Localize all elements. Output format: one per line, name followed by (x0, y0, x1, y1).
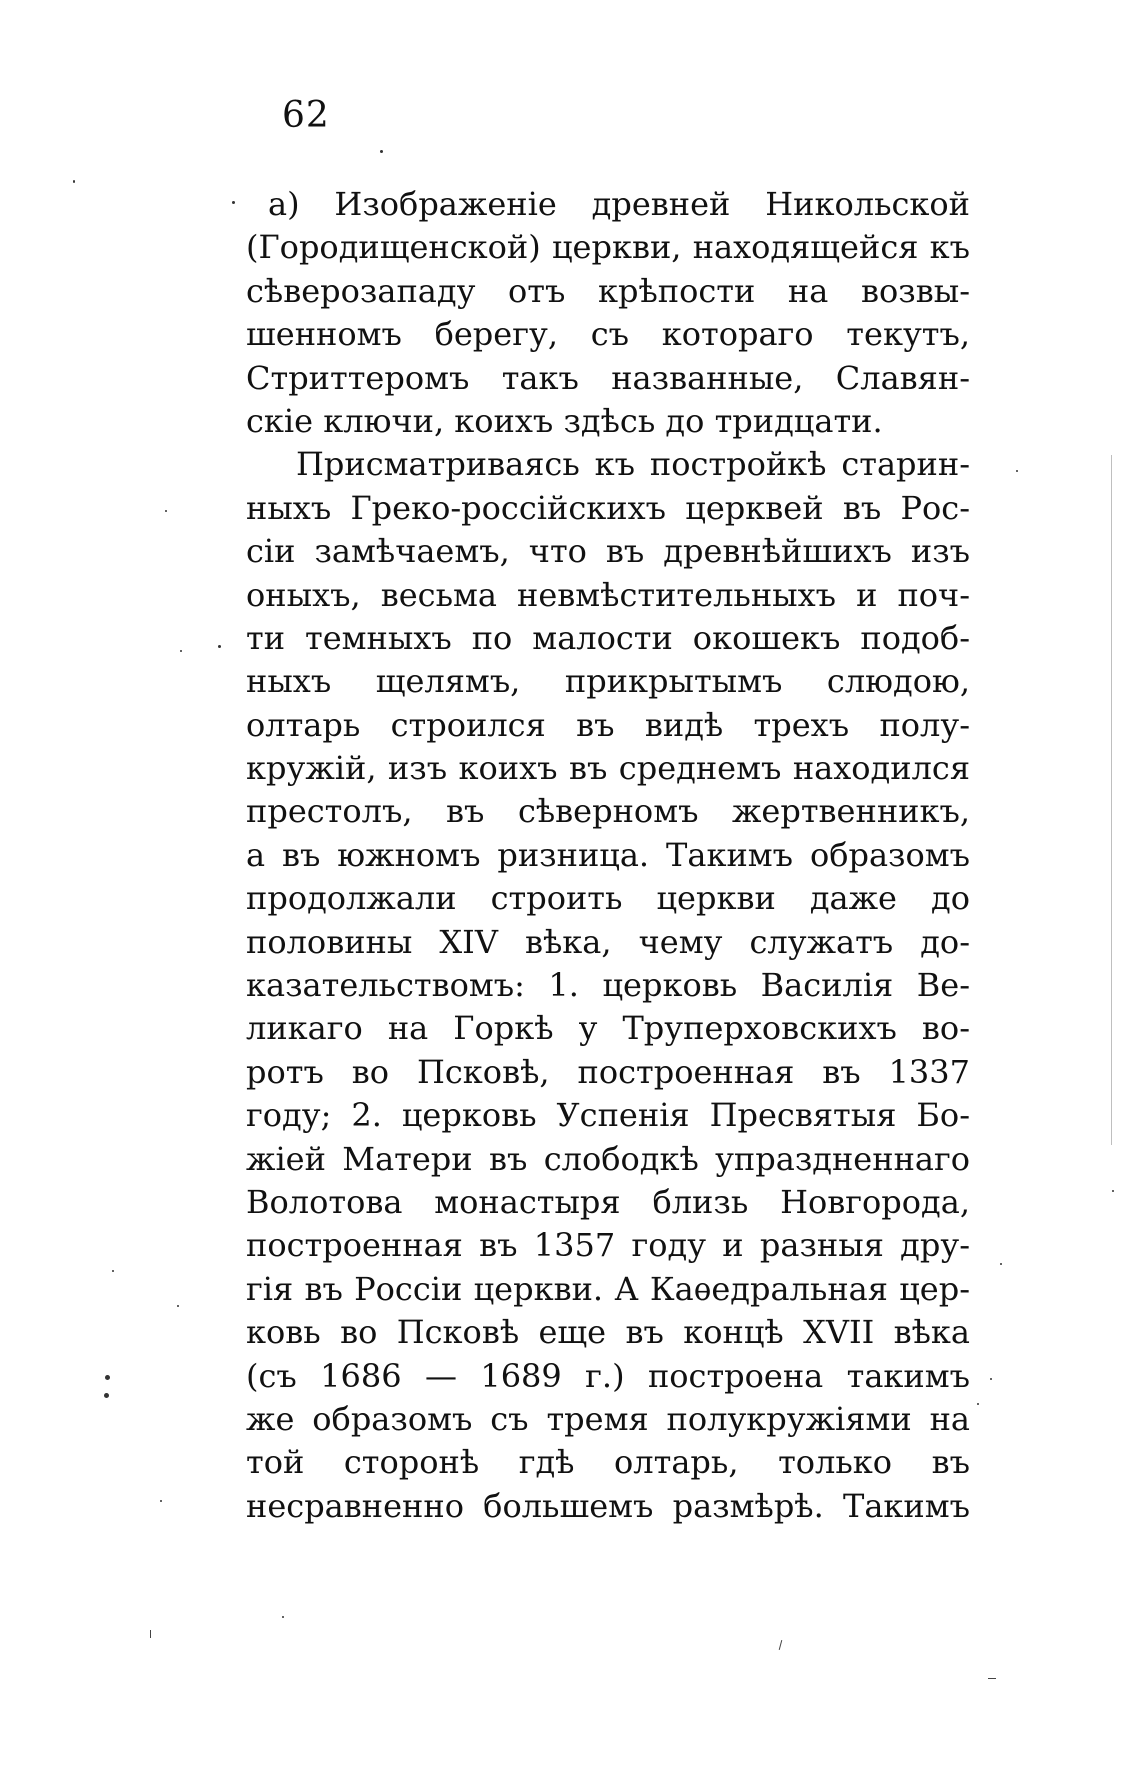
text-line: престолъ, въ сѣверномъ жертвенникъ, (246, 792, 970, 831)
text-line: (съ 1686 — 1689 г.) построена такимъ (246, 1356, 970, 1395)
text-line: оныхъ, весьма невмѣстительныхъ и поч- (246, 575, 970, 614)
scan-speck (112, 1270, 114, 1272)
scan-speck (180, 650, 182, 652)
text-line: продолжали строить церкви даже до (246, 879, 970, 918)
text-line: ротъ во Псковѣ, построенная въ 1337 (246, 1052, 970, 1091)
text-line: половины XIV вѣка, чему служатъ до- (246, 922, 970, 961)
text-line: ныхъ щелямъ, прикрытымъ слюдою, (246, 662, 970, 701)
text-line: Присматриваясь къ постройкѣ старин- (296, 445, 970, 484)
page-edge-shadow (1111, 455, 1112, 1145)
text-line: ти темныхъ по малости окошекъ подоб- (246, 618, 970, 657)
scan-speck (1000, 1263, 1002, 1265)
text-line: а) Изображеніе древней Никольской (268, 185, 970, 223)
text-line: гія въ Россіи церкви. А Каѳедральная цер- (246, 1269, 970, 1308)
text-line: сіи замѣчаемъ, что въ древнѣйшихъ изъ (246, 532, 970, 571)
scan-speck (282, 1616, 284, 1618)
scan-speck (1016, 470, 1018, 472)
text-line: ликаго на Горкѣ у Труперховскихъ во- (246, 1009, 970, 1048)
text-line: казательствомъ: 1. церковь Василія Ве- (246, 966, 970, 1005)
scan-speck (380, 150, 383, 153)
scan-speck (105, 1375, 110, 1380)
text-line: несравненно большемъ размѣрѣ. Такимъ (246, 1486, 970, 1525)
scan-mark (779, 1640, 783, 1650)
text-line: ковь во Псковѣ еще въ концѣ XVII вѣка (246, 1313, 970, 1352)
text-line: году; 2. церковь Успенія Пресвятыя Бо- (246, 1096, 970, 1135)
scan-speck (165, 510, 167, 512)
scan-speck (1112, 1190, 1114, 1192)
scan-speck (73, 180, 75, 183)
scan-speck (232, 201, 235, 204)
text-line: (Городищенской) церкви, находящейся къ (246, 228, 970, 267)
text-line: ныхъ Греко-россійскихъ церквей въ Рос- (246, 488, 970, 527)
scan-speck (104, 1393, 109, 1398)
scan-speck (218, 645, 221, 648)
text-line: же образомъ съ тремя полукружіями на (246, 1399, 970, 1438)
text-line: сѣверозападу отъ крѣпости на возвы- (246, 271, 970, 310)
text-line: олтарь строился въ видѣ трехъ полу- (246, 705, 970, 744)
scan-speck (160, 1500, 162, 1502)
text-line: Стриттеромъ такъ названные, Славян- (246, 358, 970, 397)
text-line: той сторонѣ гдѣ олтарь, только въ (246, 1443, 970, 1482)
page-number: 62 (282, 95, 330, 136)
scan-mark (988, 1678, 996, 1679)
text-line: шенномъ берегу, съ котораго текутъ, (246, 315, 970, 354)
text-line: кружій, изъ коихъ въ среднемъ находился (246, 749, 970, 788)
scan-mark (150, 1630, 151, 1638)
text-line: скіе ключи, коихъ здѣсь до тридцати. (246, 401, 883, 440)
body-text (246, 183, 970, 1528)
scan-speck (990, 1378, 992, 1380)
text-line: построенная въ 1357 году и разныя дру- (246, 1226, 970, 1265)
text-line: жіей Матери въ слободкѣ упраздненнаго (246, 1139, 970, 1178)
scan-speck (977, 1403, 979, 1405)
text-line: Волотова монастыря близь Новгорода, (246, 1182, 970, 1221)
scan-speck (177, 1305, 179, 1307)
text-line: а въ южномъ ризница. Такимъ образомъ (246, 835, 970, 874)
